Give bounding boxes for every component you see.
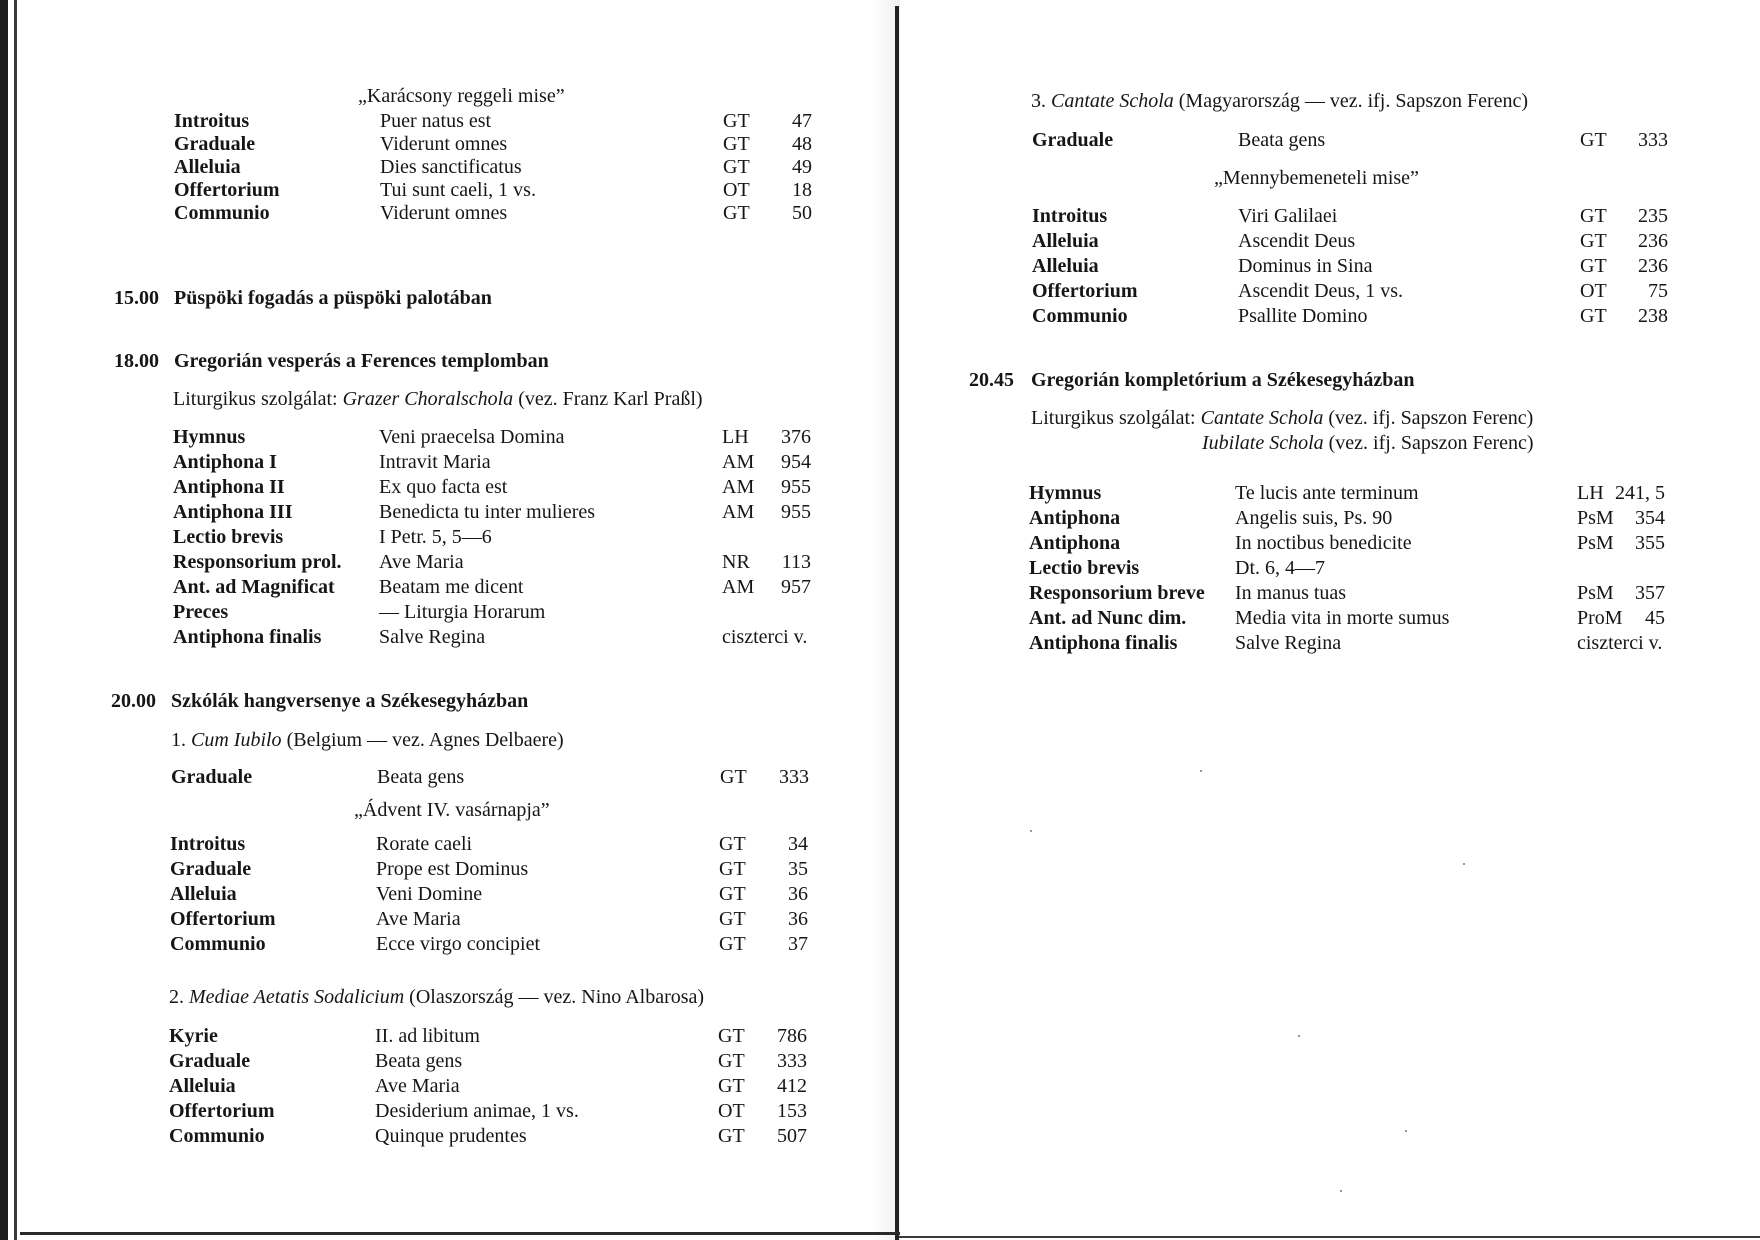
row-text: Benedicta tu inter mulieres xyxy=(379,501,596,523)
row-label: Alleluia xyxy=(174,156,241,178)
row-label: Hymnus xyxy=(1029,482,1102,504)
event-title: Püspöki fogadás a püspöki palotában xyxy=(174,287,492,309)
row-label: Ant. ad Nunc dim. xyxy=(1029,607,1187,629)
row-text: Viri Galilaei xyxy=(1238,205,1338,227)
service-suffix: (vez. Franz Karl Praßl) xyxy=(513,388,703,410)
row-number: 412 xyxy=(777,1075,807,1097)
row-number: 357 xyxy=(1635,582,1665,604)
row-number: 333 xyxy=(1638,129,1668,151)
choir-details: (Belgium — vez. Agnes Delbaere) xyxy=(281,729,564,751)
row-text: Dominus in Sina xyxy=(1238,255,1373,277)
row-text: Rorate caeli xyxy=(376,833,473,855)
row-label: Lectio brevis xyxy=(173,526,284,548)
row-source: GT xyxy=(718,1050,745,1072)
row-number: 957 xyxy=(781,576,811,598)
row-text: Angelis suis, Ps. 90 xyxy=(1235,507,1393,529)
row-source: GT xyxy=(1580,205,1607,227)
row-source: GT xyxy=(723,202,750,224)
row-source: GT xyxy=(1580,230,1607,252)
event-time: 15.00 xyxy=(114,287,159,309)
row-source: OT xyxy=(723,179,750,201)
row-number: 153 xyxy=(777,1100,807,1122)
row-label: Graduale xyxy=(1032,129,1114,151)
row-label: Antiphona finalis xyxy=(1029,632,1178,654)
scan-speck xyxy=(1030,830,1032,832)
row-number: 18 xyxy=(792,179,812,201)
row-number: 955 xyxy=(781,501,811,523)
row-label: Introitus xyxy=(1032,205,1108,227)
row-number: 235 xyxy=(1638,205,1668,227)
row-source: GT xyxy=(720,766,747,788)
row-number: 786 xyxy=(777,1025,807,1047)
row-text: Viderunt omnes xyxy=(380,202,508,224)
row-source: GT xyxy=(718,1125,745,1147)
row-label: Graduale xyxy=(174,133,256,155)
row-number: 35 xyxy=(788,858,808,880)
row-text: Dt. 6, 4—7 xyxy=(1235,557,1325,579)
mass-title: „Karácsony reggeli mise” xyxy=(358,85,565,107)
row-text: Dies sanctificatus xyxy=(380,156,522,178)
row-label: Offertorium xyxy=(170,908,276,930)
row-text: Beata gens xyxy=(375,1050,463,1072)
row-source: AM xyxy=(722,476,755,498)
row-number: 236 xyxy=(1638,230,1668,252)
row-number: 45 xyxy=(1645,607,1665,629)
row-source: AM xyxy=(722,501,755,523)
row-source: ciszterci v. xyxy=(1577,632,1663,654)
row-label: Antiphona II xyxy=(173,476,285,498)
service-suffix: (vez. ifj. Sapszon Ferenc) xyxy=(1323,432,1534,454)
row-number: 36 xyxy=(788,883,808,905)
scan-speck xyxy=(1200,770,1202,772)
row-text: Beata gens xyxy=(1238,129,1326,151)
row-source: GT xyxy=(723,133,750,155)
event-time: 20.45 xyxy=(969,369,1014,391)
row-source: GT xyxy=(723,110,750,132)
choir-line xyxy=(1031,89,1528,114)
row-label: Alleluia xyxy=(1032,230,1099,252)
choir-number: 1. xyxy=(171,729,191,751)
row-label: Introitus xyxy=(174,110,250,132)
liturgical-service-line xyxy=(1031,406,1533,431)
liturgical-service-line xyxy=(173,387,703,412)
scan-bottom-edge xyxy=(20,1232,900,1235)
row-text: Ave Maria xyxy=(376,908,461,930)
row-label: Responsorium prol. xyxy=(173,551,342,573)
row-text: — Liturgia Horarum xyxy=(379,601,546,623)
row-source: GT xyxy=(723,156,750,178)
row-number: 236 xyxy=(1638,255,1668,277)
row-source: GT xyxy=(719,908,746,930)
choir-name: Mediae Aetatis Sodalicium xyxy=(189,986,405,1008)
row-source: GT xyxy=(1580,305,1607,327)
row-text: Ecce virgo concipiet xyxy=(376,933,541,955)
row-source: PsM xyxy=(1577,582,1614,604)
choir-name: Iubilate Schola xyxy=(1202,432,1324,454)
row-number: 34 xyxy=(788,833,808,855)
scan-speck xyxy=(1405,1130,1407,1132)
row-number: 36 xyxy=(788,908,808,930)
row-text: Media vita in morte sumus xyxy=(1235,607,1450,629)
row-source: GT xyxy=(718,1025,745,1047)
row-number: 113 xyxy=(781,551,811,573)
event-title: Gregorián vesperás a Ferences templomban xyxy=(174,350,549,372)
liturgical-service-line-2 xyxy=(1202,431,1534,456)
row-text: Ex quo facta est xyxy=(379,476,508,498)
row-source: GT xyxy=(719,933,746,955)
event-time: 20.00 xyxy=(111,690,156,712)
row-text: II. ad libitum xyxy=(375,1025,480,1047)
row-number: 241, 5 xyxy=(1615,482,1665,504)
row-label: Introitus xyxy=(170,833,246,855)
choir-number: 3. xyxy=(1031,90,1051,112)
choir-name: Cum Iubilo xyxy=(191,729,282,751)
row-label: Ant. ad Magnificat xyxy=(173,576,335,598)
row-text: Puer natus est xyxy=(380,110,492,132)
row-number: 333 xyxy=(777,1050,807,1072)
row-label: Communio xyxy=(174,202,270,224)
event-title: Szkólák hangversenye a Székesegyházban xyxy=(171,690,529,712)
row-text: Salve Regina xyxy=(1235,632,1342,654)
row-label: Preces xyxy=(173,601,229,623)
event-time: 18.00 xyxy=(114,350,159,372)
service-prefix: Liturgikus szolgálat: xyxy=(1031,407,1201,429)
row-source: ciszterci v. xyxy=(722,626,808,648)
row-text: Prope est Dominus xyxy=(376,858,529,880)
choir-details: (Olaszország — vez. Nino Albarosa) xyxy=(404,986,705,1008)
row-number: 47 xyxy=(792,110,812,132)
row-source: GT xyxy=(718,1075,745,1097)
scan-speck xyxy=(1463,863,1465,865)
row-label: Antiphona III xyxy=(173,501,293,523)
row-source: AM xyxy=(722,451,755,473)
row-text: Salve Regina xyxy=(379,626,486,648)
row-label: Lectio brevis xyxy=(1029,557,1140,579)
row-label: Graduale xyxy=(169,1050,251,1072)
row-number: 507 xyxy=(777,1125,807,1147)
row-number: 49 xyxy=(792,156,812,178)
row-text: Veni Domine xyxy=(376,883,483,905)
row-source: PsM xyxy=(1577,532,1614,554)
row-text: Intravit Maria xyxy=(379,451,491,473)
scan-edge-line xyxy=(14,0,17,1240)
row-source: ProM xyxy=(1577,607,1623,629)
row-text: Veni praecelsa Domina xyxy=(379,426,565,448)
row-label: Offertorium xyxy=(1032,280,1138,302)
scan-edge xyxy=(0,0,8,1240)
choir-details: (Magyarország — vez. ifj. Sapszon Ferenc) xyxy=(1173,90,1529,112)
row-source: OT xyxy=(718,1100,745,1122)
row-text: I Petr. 5, 5—6 xyxy=(379,526,492,548)
row-source: NR xyxy=(722,551,750,573)
row-text: Ascendit Deus, 1 vs. xyxy=(1238,280,1403,302)
row-label: Antiphona xyxy=(1029,507,1121,529)
choir-number: 2. xyxy=(169,986,189,1008)
row-source: GT xyxy=(1580,255,1607,277)
row-text: Quinque prudentes xyxy=(375,1125,527,1147)
row-number: 238 xyxy=(1638,305,1668,327)
row-text: Desiderium animae, 1 vs. xyxy=(375,1100,579,1122)
service-suffix: (vez. ifj. Sapszon Ferenc) xyxy=(1323,407,1534,429)
row-number: 75 xyxy=(1648,280,1668,302)
mass-title: „Mennybemeneteli mise” xyxy=(1214,167,1419,189)
row-label: Responsorium breve xyxy=(1029,582,1205,604)
row-text: Te lucis ante terminum xyxy=(1235,482,1419,504)
row-number: 50 xyxy=(792,202,812,224)
row-number: 355 xyxy=(1635,532,1665,554)
row-number: 954 xyxy=(781,451,811,473)
scan-bottom-edge-right xyxy=(899,1236,1760,1238)
row-label: Graduale xyxy=(171,766,253,788)
row-label: Graduale xyxy=(170,858,252,880)
row-source: GT xyxy=(719,858,746,880)
row-text: In noctibus benedicite xyxy=(1235,532,1412,554)
choir-name: Cantate Schola xyxy=(1200,407,1324,429)
row-source: PsM xyxy=(1577,507,1614,529)
row-number: 354 xyxy=(1635,507,1665,529)
row-number: 376 xyxy=(781,426,811,448)
row-label: Alleluia xyxy=(169,1075,236,1097)
service-prefix: Liturgikus szolgálat: xyxy=(173,388,343,410)
row-text: Beata gens xyxy=(377,766,465,788)
mass-title: „Ádvent IV. vasárnapja” xyxy=(354,799,550,821)
choir-name: Cantate Schola xyxy=(1051,90,1174,112)
row-text: Ascendit Deus xyxy=(1238,230,1356,252)
row-text: Beatam me dicent xyxy=(379,576,524,598)
row-source: LH xyxy=(1577,482,1604,504)
choir-name: Grazer Choralschola xyxy=(342,388,514,410)
row-source: GT xyxy=(719,883,746,905)
row-text: Ave Maria xyxy=(379,551,464,573)
row-label: Kyrie xyxy=(169,1025,218,1047)
book-gutter xyxy=(895,6,899,1240)
row-text: Psallite Domino xyxy=(1238,305,1368,327)
choir-line xyxy=(169,985,704,1010)
row-source: GT xyxy=(719,833,746,855)
row-source: GT xyxy=(1580,129,1607,151)
row-number: 37 xyxy=(788,933,808,955)
row-source: AM xyxy=(722,576,755,598)
row-number: 955 xyxy=(781,476,811,498)
scan-speck xyxy=(1298,1035,1300,1037)
row-text: Ave Maria xyxy=(375,1075,460,1097)
row-text: Tui sunt caeli, 1 vs. xyxy=(380,179,536,201)
row-label: Antiphona finalis xyxy=(173,626,322,648)
row-label: Offertorium xyxy=(169,1100,275,1122)
row-label: Antiphona I xyxy=(173,451,277,473)
row-label: Communio xyxy=(169,1125,265,1147)
row-text: In manus tuas xyxy=(1235,582,1347,604)
row-label: Antiphona xyxy=(1029,532,1121,554)
row-source: LH xyxy=(722,426,749,448)
row-label: Hymnus xyxy=(173,426,246,448)
choir-line xyxy=(171,728,564,753)
event-title: Gregorián kompletórium a Székesegyházban xyxy=(1031,369,1415,391)
row-number: 48 xyxy=(792,133,812,155)
row-label: Alleluia xyxy=(1032,255,1099,277)
row-label: Communio xyxy=(170,933,266,955)
row-label: Communio xyxy=(1032,305,1128,327)
row-number: 333 xyxy=(779,766,809,788)
scan-speck xyxy=(1340,1190,1342,1192)
row-source: OT xyxy=(1580,280,1607,302)
row-text: Viderunt omnes xyxy=(380,133,508,155)
row-label: Alleluia xyxy=(170,883,237,905)
row-label: Offertorium xyxy=(174,179,280,201)
